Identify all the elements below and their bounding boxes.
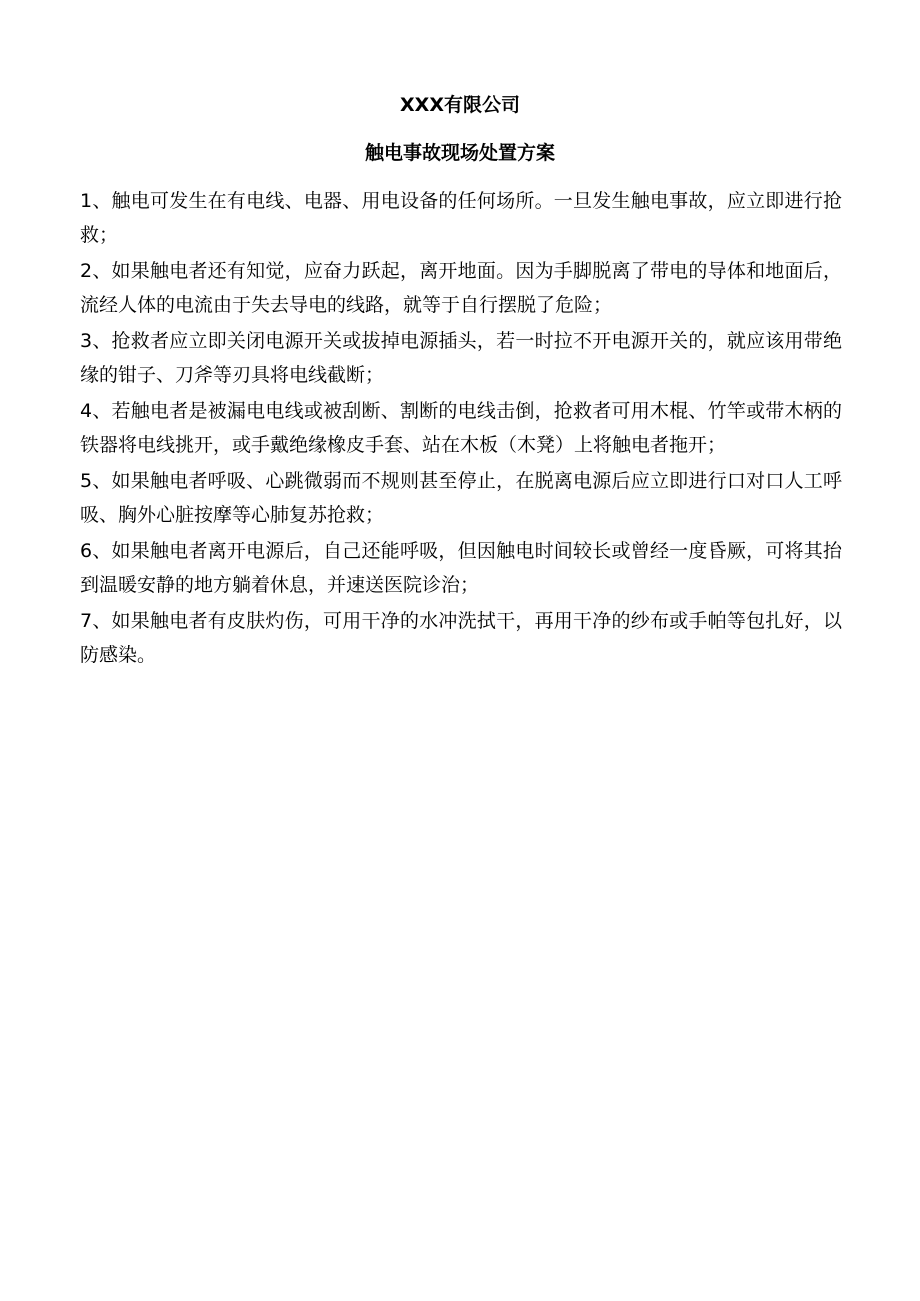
procedure-item-3: 3、抢救者应立即关闭电源开关或拔掉电源插头，若一时拉不开电源开关的，就应该用带绝缘的钳子、刀斧等刃具将电线截断；	[80, 330, 842, 386]
document-title: 触电事故现场处置方案	[364, 142, 555, 164]
procedure-item-1: 1、触电可发生在有电线、电器、用电设备的任何场所。一旦发生触电事故，应立即进行抢救；	[80, 190, 842, 246]
company-name: XXX有限公司	[400, 94, 520, 116]
procedure-list	[80, 184, 842, 674]
procedure-item-5: 5、如果触电者呼吸、心跳微弱而不规则甚至停止，在脱离电源后应立即进行口对口人工呼吸、胸外心脏按摩等心肺复苏抢救；	[80, 470, 842, 526]
procedure-item-6: 6、如果触电者离开电源后，自己还能呼吸，但因触电时间较长或曾经一度昏厥，可将其抬到温暖安静的地方躺着休息，并速送医院诊治；	[80, 540, 842, 596]
procedure-item-7: 7、如果触电者有皮肤灼伤，可用干净的水冲洗拭干，再用干净的纱布或手帕等包扎好，以防感染。	[80, 610, 842, 666]
procedure-item-4: 4、若触电者是被漏电电线或被刮断、割断的电线击倒，抢救者可用木棍、竹竿或带木柄的铁器将电线挑开，或手戴绝缘橡皮手套、站在木板（木凳）上将触电者拖开；	[80, 400, 842, 456]
procedure-item-2: 2、如果触电者还有知觉，应奋力跃起，离开地面。因为手脚脱离了带电的导体和地面后，流经人体的电流由于失去导电的线路，就等于自行摆脱了危险；	[80, 260, 842, 316]
